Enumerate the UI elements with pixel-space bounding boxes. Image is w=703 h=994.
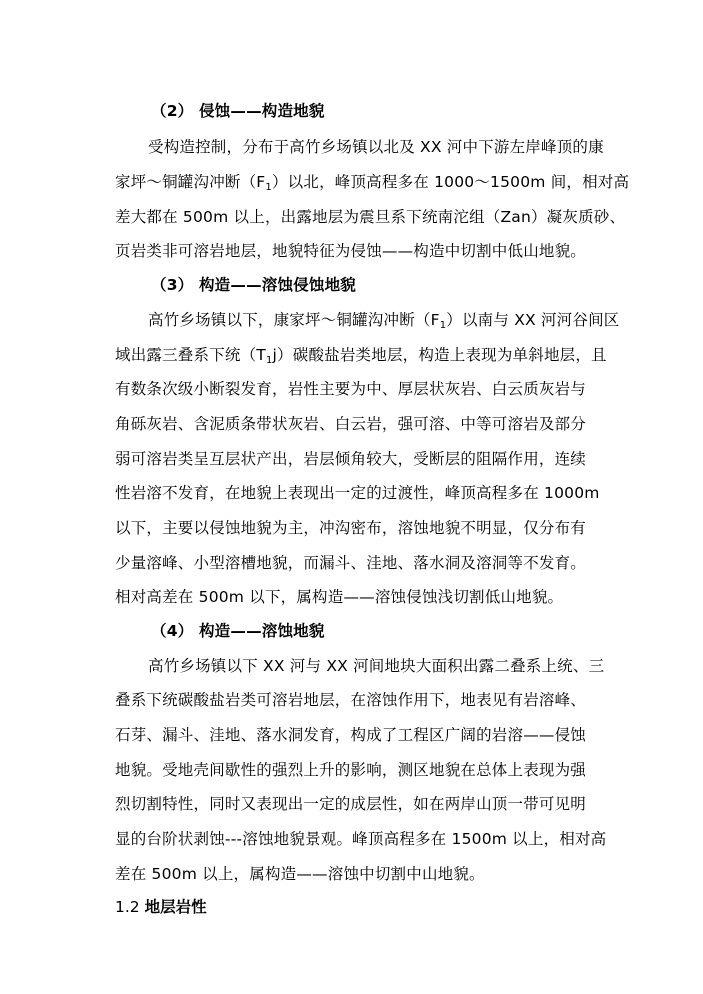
heading-erosion-structural: （2） 侵蚀——构造地貌	[151, 102, 325, 120]
heading-structural-solution: （4） 构造——溶蚀地貌	[151, 622, 325, 640]
paragraph-line: 域出露三叠系下统$(T_1j)$碳酸盐岩类地层，构造上表现为单斜地层，且	[115, 346, 607, 366]
paragraph-line: 受构造控制，分布于高竹乡场镇以北及 XX 河中下游左岸峰顶的康	[148, 138, 604, 156]
paragraph-line: 弱可溶岩类呈互层状产出，岩层倾角较大，受断层的阻隔作用，连续	[115, 450, 587, 468]
paragraph-line: 差大都在 500m 以上，出露地层为震旦系下统南沱组（Zan）凝灰质砂、	[115, 208, 626, 226]
paragraph-line: 差在 500m 以上，属构造——溶蚀中切割中山地貌。	[115, 865, 485, 883]
section-title: 地层岩性	[144, 898, 207, 916]
paragraph-line: 角砾灰岩、含泥质条带状灰岩、白云岩，强可溶、中等可溶岩及部分	[115, 415, 587, 433]
paragraph-line: 家坪～铜罐沟冲断$(F_1)$以北，峰顶高程多在 1000～1500m 间，相对高	[115, 173, 630, 193]
paragraph-line: 高竹乡场镇以下，康家坪～铜罐沟冲断$(F_1)$以南与 XX 河河谷间区	[148, 311, 620, 331]
paragraph-line: 烈切割特性，同时又表现出一定的成层性，如在两岸山顶一带可见明	[115, 795, 587, 813]
paragraph-line: 性岩溶不发育，在地貌上表现出一定的过渡性，峰顶高程多在 1000m	[115, 484, 600, 502]
paragraph-line: 显的台阶状剥蚀---溶蚀地貌景观。峰顶高程多在 1500m 以上，相对高	[115, 830, 607, 848]
section-number: 1.2	[115, 898, 140, 916]
paragraph-line: 高竹乡场镇以下 XX 河与 XX 河间地块大面积出露二叠系上统、三	[148, 657, 605, 675]
paragraph-line: 以下，主要以侵蚀地貌为主，冲沟密布，溶蚀地貌不明显，仅分布有	[115, 519, 587, 537]
paragraph-line: 石芽、漏斗、洼地、落水洞发育，构成了工程区广阔的岩溶——侵蚀	[115, 726, 587, 744]
paragraph-line: 少量溶峰、小型溶槽地貌，而漏斗、洼地、落水洞及溶洞等不发育。	[115, 554, 587, 572]
paragraph-line: 地貌。受地壳间歇性的强烈上升的影响，测区地貌在总体上表现为强	[115, 761, 587, 779]
section-heading-stratigraphy	[115, 897, 207, 917]
heading-structural-solution-erosion: （3） 构造——溶蚀侵蚀地貌	[151, 276, 356, 294]
paragraph-line: 叠系下统碳酸盐岩类可溶岩地层，在溶蚀作用下，地表见有岩溶峰、	[115, 691, 587, 709]
paragraph-line: 页岩类非可溶岩地层，地貌特征为侵蚀——构造中切割中低山地貌。	[115, 242, 587, 260]
paragraph-line: 有数条次级小断裂发育，岩性主要为中、厚层状灰岩、白云质灰岩与	[115, 380, 587, 398]
paragraph-line: 相对高差在 500m 以下，属构造——溶蚀侵蚀浅切割低山地貌。	[115, 588, 564, 606]
